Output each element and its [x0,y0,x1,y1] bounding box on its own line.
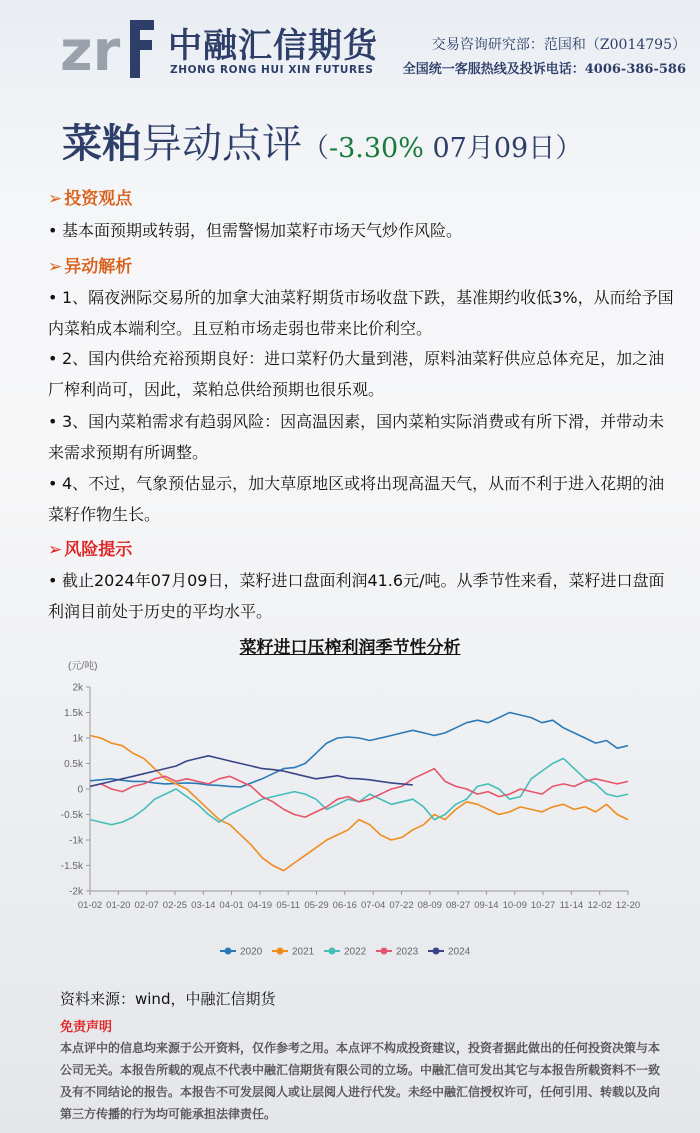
x-tick-label: 03-14 [191,900,216,911]
series-line-2020 [90,713,628,788]
disclaimer-title: 免责声明 [60,1020,113,1035]
svg-text:zr: zr [60,19,121,82]
y-tick-label: 0.5k [64,759,83,770]
x-tick-label: 08-27 [445,900,471,911]
section-heading-view [48,184,132,209]
x-tick-label: 05-11 [276,900,301,911]
x-tick-label: 09-14 [474,900,499,911]
hotline-contact: 全国统一客服热线及投诉电话：4006-386-586 [402,62,686,77]
x-tick-label: 05-29 [304,900,329,911]
y-axis-label: (元/吨) [68,661,98,672]
legend-swatch-dot [433,948,440,955]
logo-chinese-name: 中融汇信期货 [168,26,378,66]
bullet-icon: • [48,474,58,493]
section-heading-analysis [48,252,132,277]
title-topic: 异动点评 [142,121,302,167]
list-item [48,282,678,344]
title-date: 07月09日） [423,133,583,164]
title-paren: （ [302,133,329,164]
x-tick-label: 12-02 [587,900,612,911]
arrow-icon: ➢ [48,257,63,277]
x-tick-label: 04-19 [247,900,273,911]
legend-label: 2022 [344,946,367,958]
x-tick-label: 07-22 [389,900,414,911]
bullet-icon: • [48,349,58,368]
section-heading-label: 异动解析 [64,257,133,277]
arrow-icon: ➢ [48,540,63,560]
disclaimer-body: 本点评中的信息均来源于公开资料，仅作参考之用。本点评不构成投资建议，投资者据此做出的任何投资决策与本公司无关。本报告所载的观点不代表中融汇信期货有限公司的立场。中融汇信可发出其它与本报告所载资料不一致及有不同结论的报告。本报告不可发层阅人或让层阅人进行代发。未经中融汇信授权许可，任何引用、转载以及向第三方传播的行为均可能承担法律责任。 [60,1041,661,1121]
bullet-icon: • [48,288,58,307]
list-item [48,565,678,627]
x-tick-label: 06-16 [332,900,357,911]
section-heading-label: 投资观点 [64,189,133,209]
y-tick-label: -1.5k [60,861,83,872]
legend-swatch-dot [277,948,284,955]
seasonal-profit-chart [60,655,640,970]
title-commodity: 菜粕 [62,121,142,167]
section-heading-label: 风险提示 [64,540,133,560]
x-tick-label: 01-20 [106,900,131,911]
x-tick-label: 04-01 [219,900,244,911]
section-heading-risk [48,535,132,560]
research-contact: 交易咨询研究部：范国和（Z0014795） [431,37,686,53]
series-line-2022 [90,758,628,824]
y-tick-label: -0.5k [60,810,83,821]
y-tick-label: 1k [72,733,83,745]
page-title [62,112,582,169]
list-item-text: 基本面预期或转弱，但需警惕加菜籽市场天气炒作风险。 [62,221,463,240]
source-note: 资料来源：wind，中融汇信期货 [60,990,276,1008]
series-line-2021 [90,736,628,871]
header [0,0,700,100]
x-tick-label: 02-07 [134,900,159,911]
y-tick-label: -2k [69,886,83,898]
legend-label: 2020 [240,946,263,958]
arrow-icon: ➢ [48,189,63,209]
legend-swatch-dot [225,948,232,955]
x-tick-label: 11-14 [559,900,584,911]
legend-label: 2024 [448,946,471,958]
legend-swatch-dot [381,948,388,955]
x-tick-label: 12-20 [615,900,640,911]
list-item [48,343,678,405]
x-tick-label: 08-09 [417,900,442,911]
logo-english-name: ZHONG RONG HUI XIN FUTURES [170,64,374,76]
bullet-icon: • [48,571,58,590]
title-change: -3.30% [329,133,424,164]
list-item [48,406,678,468]
x-tick-label: 07-04 [361,900,386,911]
legend-swatch-dot [329,948,336,955]
legend-label: 2021 [292,946,315,958]
bullet-icon: • [48,412,58,431]
y-tick-label: 2k [72,682,83,694]
x-tick-label: 01-02 [77,900,103,911]
x-tick-label: 02-25 [162,900,188,911]
y-tick-label: -1k [69,835,83,847]
company-logo [58,12,158,82]
x-tick-label: 10-27 [530,900,556,911]
x-tick-label: 10-09 [502,900,527,911]
list-item-text: 1、隔夜洲际交易所的加拿大油菜籽期货市场收盘下跌，基准期约收低3%，从而给予国内菜粕成本端利空。且豆粕市场走弱也带来比价利空。 [48,288,674,338]
list-item-text: 2、国内供给充裕预期良好：进口菜籽仍大量到港，原料油菜籽供应总体充足，加之油厂榨利尚可，因此，菜粕总供给预期也很乐观。 [48,349,665,399]
legend-label: 2023 [396,946,419,958]
y-tick-label: 0 [77,784,83,796]
bullet-icon: • [48,221,58,240]
list-item [48,468,678,530]
list-item-text: 4、不过，气象预估显示，加大草原地区或将出现高温天气，从而不利于进入花期的油菜籽作物生长。 [48,474,665,524]
list-item-text: 3、国内菜粕需求有趋弱风险：因高温因素，国内菜粕实际消费或有所下滑，并带动未来需求预期有所调整。 [48,412,665,462]
list-item-text: 截止2024年07月09日，菜籽进口盘面利润41.6元/吨。从季节性来看，菜籽进口盘面利润目前处于历史的平均水平。 [48,571,665,621]
y-tick-label: 1.5k [64,708,83,719]
chart-title: 菜籽进口压榨利润季节性分析 [239,638,461,658]
list-item [48,215,678,246]
